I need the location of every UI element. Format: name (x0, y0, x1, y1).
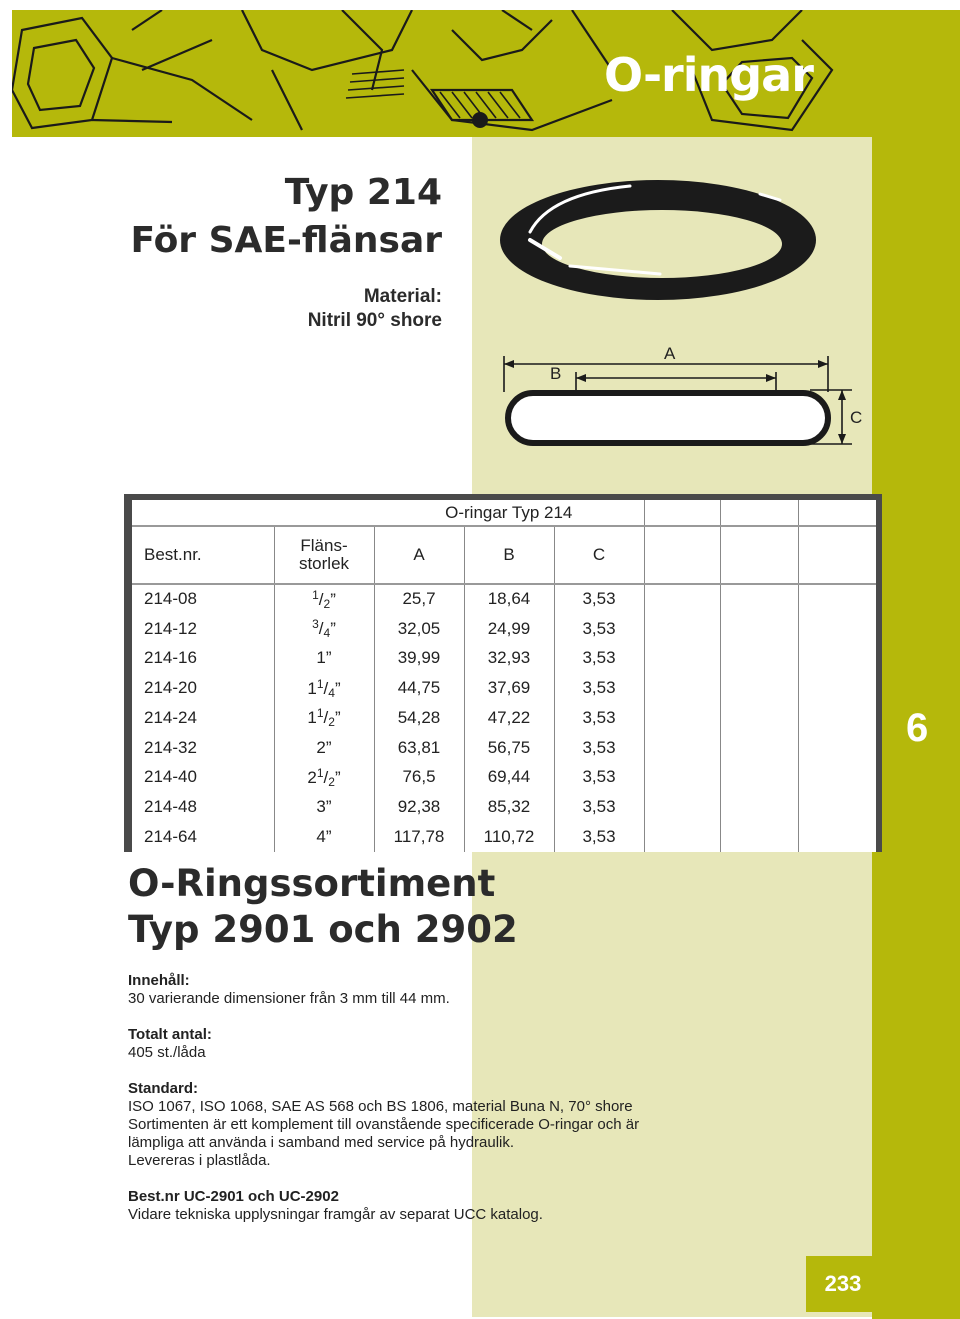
cell-flans-size: $^1/_2$” (274, 584, 374, 614)
cell-c: 3,53 (554, 614, 644, 644)
col-header-flans-size (274, 526, 374, 584)
flans-denominator: 4 (323, 626, 331, 641)
material-value: Nitril 90° shore (307, 310, 442, 331)
flans-numerator: 1 (312, 587, 319, 602)
kit-standard-line: lämpliga att använda i samband med service på hydraulik. (128, 1134, 515, 1151)
cell-b: 69,44 (464, 763, 554, 793)
cell-empty (644, 703, 720, 733)
cell-flans-size: 2” (274, 733, 374, 763)
cell-b: 85,32 (464, 792, 554, 822)
cell-a: 92,38 (374, 792, 464, 822)
cell-empty (720, 792, 798, 822)
cell-a: 117,78 (374, 822, 464, 852)
cell-c: 3,53 (554, 703, 644, 733)
kit-standard-line: Levereras i plastlåda. (128, 1152, 271, 1169)
flans-numerator: 1 (316, 706, 324, 721)
chapter-tab-number: 6 (906, 706, 929, 750)
cell-best-nr: 214-16 (144, 648, 197, 668)
cell-empty (798, 733, 876, 763)
kit-standard-line: Sortimenten är ett komplement till ovanstående specificerade O-ringar och är (128, 1116, 640, 1133)
dimension-label-a: A (664, 344, 676, 363)
table-row (132, 763, 876, 793)
cell-c: 3,53 (554, 822, 644, 852)
cell-empty (798, 644, 876, 674)
cell-b: 47,22 (464, 703, 554, 733)
cell-flans-size: $^3/_4$” (274, 614, 374, 644)
flans-whole: 1 (316, 648, 326, 668)
cell-a: 44,75 (374, 673, 464, 703)
cell-flans-size: 1” (274, 644, 374, 674)
cell-empty (644, 584, 720, 614)
table-row (132, 792, 876, 822)
kit-content-text: 30 varierande dimensioner från 3 mm till 44 mm. (128, 990, 450, 1007)
cell-empty (798, 792, 876, 822)
cell-best-nr: 214-20 (144, 678, 197, 698)
col-header-a: A (374, 526, 464, 584)
cell-empty (720, 673, 798, 703)
cell-empty (644, 792, 720, 822)
flans-whole: 3 (316, 797, 326, 817)
page-number: 233 (824, 1271, 862, 1296)
cell-a: 25,7 (374, 584, 464, 614)
cell-b: 56,75 (464, 733, 554, 763)
cell-empty (644, 644, 720, 674)
cell-empty (798, 822, 876, 852)
cell-empty (798, 614, 876, 644)
flans-whole: 2 (307, 767, 317, 787)
flans-numerator: 3 (312, 617, 319, 632)
kit-total-block (128, 1026, 212, 1062)
cell-empty (644, 614, 720, 644)
kit-standard-block (128, 1080, 639, 1170)
col-header-c: C (554, 526, 644, 584)
kit-standard-line: ISO 1067, ISO 1068, SAE AS 568 och BS 1806, material Buna N, 70° shore (128, 1098, 633, 1115)
cell-best-nr: 214-08 (144, 589, 197, 609)
cell-best-nr: 214-40 (144, 767, 197, 787)
cell-b: 110,72 (464, 822, 554, 852)
o-ring-spec-table (132, 500, 876, 852)
cell-c: 3,53 (554, 763, 644, 793)
kit-content-block (128, 972, 450, 1008)
cell-a: 32,05 (374, 614, 464, 644)
cell-flans-size: $1^1/_2$” (274, 703, 374, 733)
cell-empty (798, 703, 876, 733)
flans-whole: 1 (307, 708, 317, 728)
cell-empty (720, 763, 798, 793)
kit-total-label: Totalt antal: (128, 1026, 212, 1043)
table-group-header: O-ringar Typ 214 (374, 500, 644, 526)
side-band (872, 10, 960, 1319)
cell-c: 3,53 (554, 644, 644, 674)
cell-c: 3,53 (554, 792, 644, 822)
cell-b: 37,69 (464, 673, 554, 703)
cell-empty (798, 673, 876, 703)
cell-c: 3,53 (554, 673, 644, 703)
cell-flans-size: 3” (274, 792, 374, 822)
col-header-best-nr: Best.nr. (132, 526, 274, 584)
cell-b: 32,93 (464, 644, 554, 674)
cell-empty (720, 614, 798, 644)
table-row (132, 584, 876, 614)
table-row (132, 673, 876, 703)
flans-denominator: 4 (328, 685, 335, 700)
col-header-flans-line1: Fläns- (300, 536, 348, 556)
table-row (132, 733, 876, 763)
flans-denominator: 2 (323, 596, 331, 611)
cell-empty (644, 673, 720, 703)
cell-empty (720, 822, 798, 852)
section-title: O-ringar (604, 48, 813, 102)
col-header-flans-line2: storlek (298, 554, 350, 573)
cell-empty (644, 822, 720, 852)
product-title: Typ 214 (284, 172, 442, 213)
cell-flans-size: $2^1/_2$” (274, 763, 374, 793)
cell-empty (644, 763, 720, 793)
kit-standard-label: Standard: (128, 1080, 199, 1097)
cell-best-nr: 214-12 (144, 618, 197, 638)
cell-best-nr: 214-64 (144, 827, 197, 847)
kit-total-text: 405 st./låda (128, 1044, 206, 1061)
table-row (132, 614, 876, 644)
cell-best-nr: 214-48 (144, 797, 197, 817)
kit-order-label: Best.nr UC-2901 och UC-2902 (128, 1188, 339, 1205)
cell-flans-size: $1^1/_4$” (274, 673, 374, 703)
kit-subtitle: Typ 2901 och 2902 (128, 908, 518, 951)
cell-b: 18,64 (464, 584, 554, 614)
flans-whole: 1 (307, 678, 317, 698)
cell-empty (798, 763, 876, 793)
flans-numerator: 1 (316, 676, 324, 691)
table-row (132, 644, 876, 674)
cell-empty (644, 733, 720, 763)
cell-best-nr: 214-32 (144, 737, 197, 757)
flans-whole: 4 (316, 827, 326, 847)
o-ring-illustration (490, 170, 840, 320)
dimension-label-b: B (550, 364, 562, 383)
cell-a: 54,28 (374, 703, 464, 733)
col-header-b: B (464, 526, 554, 584)
kit-content-label: Innehåll: (128, 972, 190, 989)
table-header-row (132, 526, 876, 584)
kit-title: O-Ringssortiment (128, 862, 496, 905)
cell-empty (720, 584, 798, 614)
table-row (132, 703, 876, 733)
cell-a: 39,99 (374, 644, 464, 674)
cell-empty (720, 703, 798, 733)
material-label: Material: (363, 286, 442, 307)
kit-order-text: Vidare tekniska upplysningar framgår av separat UCC katalog. (128, 1206, 543, 1223)
cell-c: 3,53 (554, 584, 644, 614)
cell-flans-size: 4” (274, 822, 374, 852)
cell-a: 76,5 (374, 763, 464, 793)
cell-best-nr: 214-24 (144, 707, 197, 727)
flans-denominator: 2 (328, 715, 335, 730)
cell-empty (720, 733, 798, 763)
dimension-label-c: C (850, 408, 863, 427)
cell-c: 3,53 (554, 733, 644, 763)
cell-b: 24,99 (464, 614, 554, 644)
table-row (132, 822, 876, 852)
flans-whole: 2 (316, 737, 326, 757)
cell-a: 63,81 (374, 733, 464, 763)
kit-order-block (128, 1188, 543, 1224)
flans-denominator: 2 (328, 774, 335, 789)
flans-numerator: 1 (316, 765, 324, 780)
cell-empty (720, 644, 798, 674)
product-subtitle: För SAE-flänsar (130, 220, 442, 261)
cell-empty (798, 584, 876, 614)
